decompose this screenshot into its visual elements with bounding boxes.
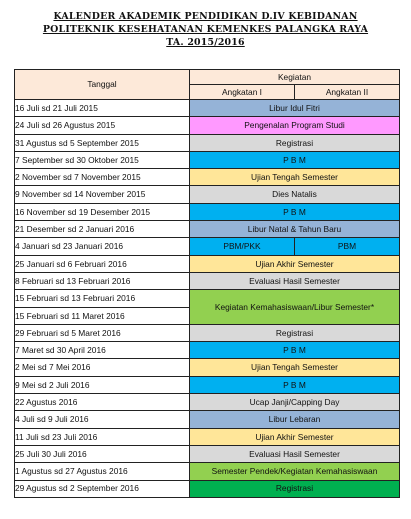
table-row [15,255,400,272]
table-row [15,342,400,359]
row-activity: P B M [190,376,400,393]
table-row [15,117,400,134]
table-row [15,324,400,341]
header-angkatan-1: Angkatan I [190,85,295,100]
table-row [15,203,400,220]
header-angkatan-2: Angkatan II [295,85,400,100]
title-line-3: TA. 2015/2016 [166,37,245,48]
row-date: 16 November sd 19 Desember 2015 [15,203,190,220]
title-line-1: KALENDER AKADEMIK PENDIDIKAN D.IV KEBIDANAN [53,11,358,22]
row-date: 2 November sd 7 November 2015 [15,169,190,186]
row-activity: Ujian Tengah Semester [190,169,400,186]
row-activity: Ujian Akhir Semester [190,428,400,445]
table-row [15,169,400,186]
table-row [15,376,400,393]
table-row [15,445,400,462]
table-row [15,463,400,480]
table-row [15,428,400,445]
row-activity: Libur Natal & Tahun Baru [190,221,400,238]
row-activity: Dies Natalis [190,186,400,203]
row-date: 11 Juli sd 23 Juli 2016 [15,428,190,445]
table-row [15,480,400,497]
row-date: 31 Agustus sd 5 September 2015 [15,134,190,151]
header-tanggal: Tanggal [15,70,190,100]
row-activity: P B M [190,203,400,220]
row-date: 8 Februari sd 13 Februari 2016 [15,272,190,289]
row-activity: Registrasi [190,324,400,341]
row-date: 4 Januari sd 23 Januari 2016 [15,238,190,255]
row-activity: Registrasi [190,134,400,151]
row-date: 29 Februari sd 5 Maret 2016 [15,324,190,341]
row-date: 29 Agustus sd 2 September 2016 [15,480,190,497]
row-date: 4 Juli sd 9 Juli 2016 [15,411,190,428]
row-activity: Libur Idul Fitri [190,100,400,117]
row-date: 16 Juli sd 21 Juli 2015 [15,100,190,117]
table-row [15,272,400,289]
row-activity: Semester Pendek/Kegiatan Kemahasiswaan [190,463,400,480]
table-row [15,290,400,307]
calendar-body [15,100,400,498]
table-row [15,238,400,255]
row-date: 21 Desember sd 2 Januari 2016 [15,221,190,238]
row-activity: Evaluasi Hasil Semester [190,445,400,462]
document-header [0,10,411,49]
header-kegiatan: Kegiatan [190,70,400,85]
table-row [15,100,400,117]
row-date: 25 Juli 30 Juli 2016 [15,445,190,462]
table-row [15,221,400,238]
row-activity-angkatan-1: PBM/PKK [190,238,295,255]
row-date: 1 Agustus sd 27 Agustus 2016 [15,463,190,480]
row-activity: Evaluasi Hasil Semester [190,272,400,289]
row-activity: P B M [190,151,400,168]
row-activity: Ujian Akhir Semester [190,255,400,272]
table-row [15,186,400,203]
row-date: 25 Januari sd 6 Februari 2016 [15,255,190,272]
row-date: 22 Agustus 2016 [15,394,190,411]
title-line-2: POLITEKNIK KESEHATANAN KEMENKES PALANGKA RAYA [42,24,369,35]
row-activity: P B M [190,342,400,359]
row-activity: Registrasi [190,480,400,497]
academic-calendar-table [14,69,400,498]
row-activity: Ucap Janji/Capping Day [190,394,400,411]
row-activity: Pengenalan Program Studi [190,117,400,134]
row-activity-angkatan-2: PBM [295,238,400,255]
row-activity: Ujian Tengah Semester [190,359,400,376]
row-date: 24 Juli sd 26 Agustus 2015 [15,117,190,134]
row-date: 7 September sd 30 Oktober 2015 [15,151,190,168]
row-date: 9 Mei sd 2 Juli 2016 [15,376,190,393]
row-date: 2 Mei sd 7 Mei 2016 [15,359,190,376]
row-date: 15 Februari sd 13 Februari 2016 [15,290,190,307]
table-row [15,411,400,428]
row-activity: Libur Lebaran [190,411,400,428]
table-row [15,359,400,376]
table-row [15,394,400,411]
table-row [15,151,400,168]
row-activity: Kegiatan Kemahasiswaan/Libur Semester* [190,290,400,325]
row-date: 9 November sd 14 November 2015 [15,186,190,203]
row-date: 15 Februari sd 11 Maret 2016 [15,307,190,324]
row-date: 7 Maret sd 30 April 2016 [15,342,190,359]
table-row [15,134,400,151]
